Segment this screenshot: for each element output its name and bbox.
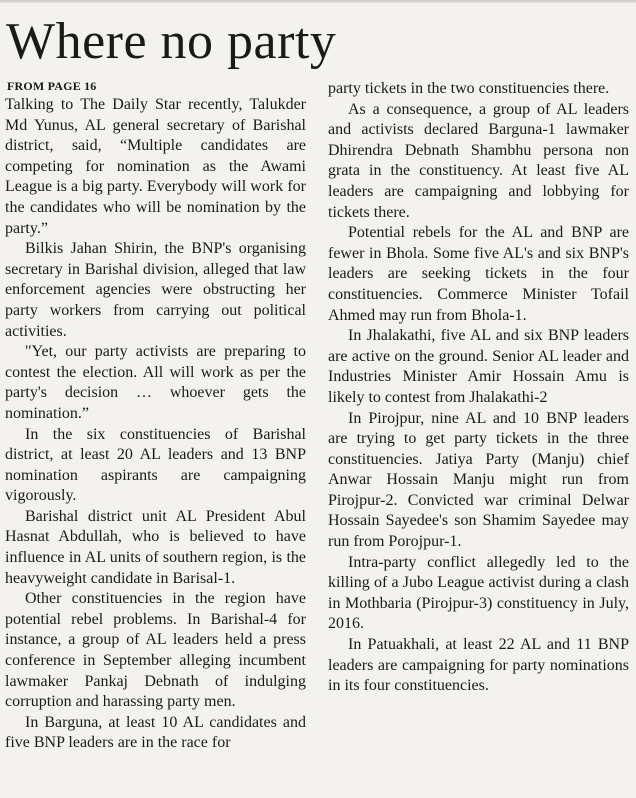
paragraph: In Barguna, at least 10 AL candidates and five BNP leaders are in the race for bbox=[5, 713, 306, 752]
paragraph: Barishal district unit AL President Abul Hasnat Abdullah, who is believed to have influence in AL units of southern region, is the heavyweight candidate in Barisal-1. bbox=[5, 507, 306, 587]
paragraph: Potential rebels for the AL and BNP are fewer in Bhola. Some five AL's and six BNP's leaders are seeking tickets in the four constituencies. Commerce Minister Tofail Ahmed may run from Bhola-1. bbox=[328, 224, 629, 324]
paragraph: In Jhalakathi, five AL and six BNP leaders are active on the ground. Senior AL leader and Industries Minister Amir Hossain Amu is likely to contest from Jhalakathi-2 bbox=[328, 327, 629, 406]
paragraph: Intra-party conflict allegedly led to the killing of a Jubo League activist during a clash in Mothbaria (Pirojpur-3) constituency in July, 2016. bbox=[328, 553, 629, 633]
headline: Where no party bbox=[6, 13, 337, 70]
paragraph: In Patuakhali, at least 22 AL and 11 BNP leaders are campaigning for party nominations in its four constituencies. bbox=[328, 636, 629, 695]
paragraph: "Yet, our party activists are preparing to contest the election. All will work as per the party's decision … whoever gets the nomination.” bbox=[5, 343, 306, 422]
paragraph: In Pirojpur, nine AL and 10 BNP leaders are trying to get party tickets in the three constituencies. Jatiya Party (Manju) chief Anwar Hossain Manju might run from Pirojpur-2. Convicted war criminal Delwar Hossain Sayedee's son Shamim Sayedee may run from Porojpur-1. bbox=[328, 409, 629, 551]
paragraph: Other constituencies in the region have potential rebel problems. In Barishal-4 for instance, a group of AL leaders held a press conference in September alleging incumbent lawmaker Pankaj Debnath of indulging corruption and harassing party men. bbox=[5, 590, 306, 711]
paragraph: As a consequence, a group of AL leaders and activists declared Barguna-1 lawmaker Dhirendra Debnath Shambhu persona non grata in the constituency. At least five AL leaders are campaigning and lobbying for tickets there. bbox=[328, 100, 629, 221]
left-column bbox=[5, 79, 306, 754]
top-rule bbox=[0, 0, 636, 3]
right-column bbox=[328, 79, 629, 697]
paragraph: In the six constituencies of Barishal district, at least 20 AL leaders and 13 BNP nomination aspirants are campaigning vigorously. bbox=[5, 425, 306, 505]
paragraph: Talking to The Daily Star recently, Talukder Md Yunus, AL general secretary of Barishal district, said, “Multiple candidates are competing for nomination as the Awami League is a big party. Everybody will work for the candidates who will be nomination by the party.” bbox=[5, 96, 306, 237]
byline: FROM PAGE 16 bbox=[7, 79, 97, 93]
paragraph-continued: party tickets in the two constituencies there. bbox=[328, 80, 610, 97]
paragraph: Bilkis Jahan Shirin, the BNP's organising secretary in Barishal division, alleged that law enforcement agencies were obstructing her party workers from carrying out political activities. bbox=[5, 240, 306, 340]
